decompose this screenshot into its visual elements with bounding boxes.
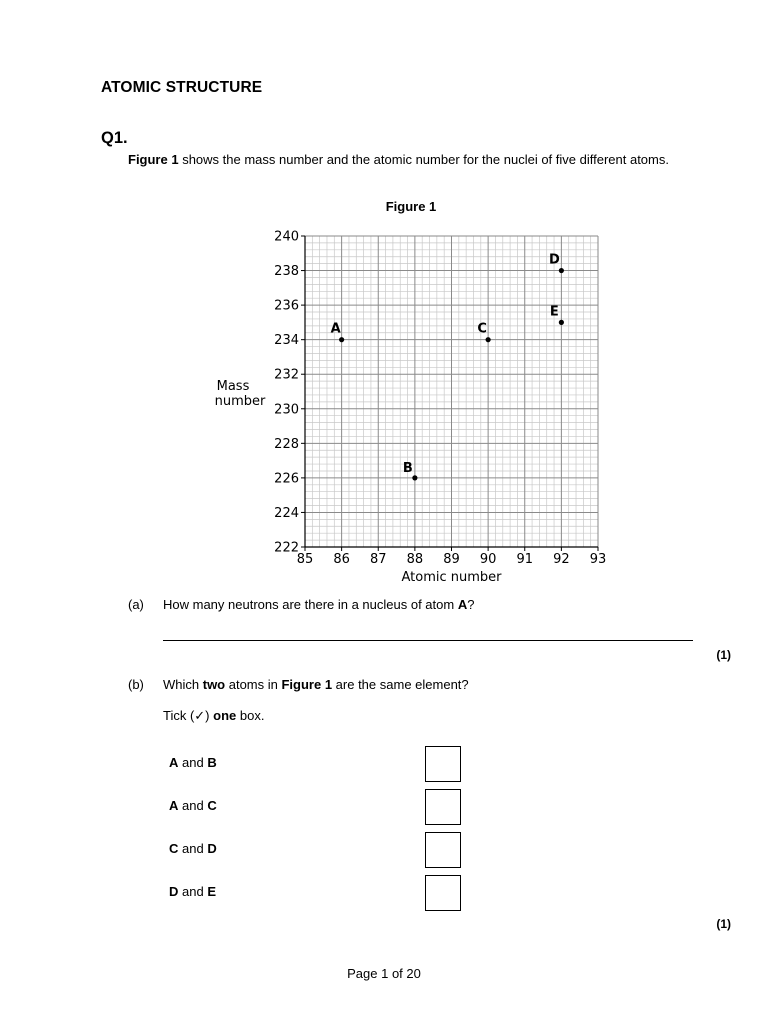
y-axis-label-line2: number (214, 394, 266, 409)
data-points (331, 253, 564, 481)
tick-box-d-and-e[interactable] (425, 875, 461, 911)
option-joiner: and (178, 841, 208, 856)
x-tick-label: 91 (516, 552, 534, 567)
x-tick-label: 86 (333, 552, 350, 567)
data-point-label: D (548, 252, 560, 268)
option-second: E (207, 884, 216, 899)
part-b-text-3: are the same element? (332, 677, 469, 692)
option-label (169, 755, 217, 770)
y-tick-label: 226 (274, 471, 299, 487)
page-footer: Page 1 of 20 (347, 966, 421, 981)
data-point-a (339, 337, 344, 342)
option-second: B (207, 755, 217, 770)
data-point-label: C (477, 321, 487, 337)
x-tick-label: 87 (369, 552, 387, 567)
part-b-text-2: atoms in (225, 677, 282, 692)
y-tick-label: 240 (274, 229, 299, 245)
x-axis-label: Atomic number (401, 570, 502, 585)
data-point-label: B (402, 460, 413, 476)
y-tick-label: 232 (274, 367, 299, 383)
data-point-label: E (549, 304, 559, 320)
y-tick-label: 222 (274, 540, 299, 556)
x-tick-label: 93 (589, 552, 607, 567)
part-a-question (163, 597, 474, 612)
x-tick-label: 85 (296, 552, 314, 567)
option-label (169, 884, 216, 899)
part-a-marks: (1) (716, 648, 731, 662)
tick-instruction-bold: one (213, 708, 237, 723)
option-first: D (169, 884, 179, 899)
axis-ticks (301, 236, 598, 551)
part-b-bold-1: two (202, 677, 226, 692)
figure-caption: Figure 1 (385, 199, 437, 214)
option-first: A (169, 798, 179, 813)
tick-instruction (163, 708, 264, 724)
y-tick-label: 236 (274, 298, 299, 314)
data-point-c (486, 337, 491, 342)
data-point-e (559, 320, 564, 325)
option-first: A (169, 755, 179, 770)
part-a-text-1: How many neutrons are there in a nucleus of atom (163, 597, 458, 612)
answer-line[interactable] (163, 640, 693, 641)
option-label (169, 798, 217, 813)
part-b-question (163, 677, 469, 692)
tick-labels (274, 230, 606, 568)
data-point-d (559, 268, 564, 273)
tick-instruction-1: Tick (✓) (163, 708, 214, 723)
part-a-label: (a) (128, 597, 144, 612)
option-joiner: and (178, 755, 208, 770)
intro-figure-ref: Figure 1 (128, 152, 179, 167)
x-tick-label: 88 (406, 552, 424, 567)
x-tick-label: 90 (479, 552, 497, 567)
y-axis-label-line1: Mass (216, 379, 250, 394)
data-point-b (412, 475, 417, 480)
part-b-bold-2: Figure 1 (281, 677, 333, 692)
y-tick-label: 230 (274, 402, 299, 418)
y-tick-label: 238 (274, 264, 299, 280)
tick-instruction-2: box. (236, 708, 265, 723)
data-point-label: A (330, 321, 341, 337)
x-tick-label: 92 (553, 552, 570, 567)
y-tick-label: 228 (274, 436, 299, 452)
part-b-text-1: Which (163, 677, 203, 692)
y-tick-label: 234 (274, 333, 299, 349)
option-joiner: and (178, 884, 208, 899)
intro-text: shows the mass number and the atomic number for the nuclei of five different atoms. (178, 152, 669, 167)
y-tick-label: 224 (274, 505, 299, 521)
question-number: Q1. (101, 129, 128, 147)
part-a-text-2: ? (467, 597, 475, 612)
page-title: ATOMIC STRUCTURE (101, 79, 263, 96)
option-first: C (169, 841, 179, 856)
part-b-label: (b) (128, 677, 144, 692)
part-b-marks: (1) (716, 917, 731, 931)
part-a-atom: A (457, 597, 468, 612)
tick-box-a-and-b[interactable] (425, 746, 461, 782)
tick-box-c-and-d[interactable] (425, 832, 461, 868)
x-tick-label: 89 (443, 552, 460, 567)
option-joiner: and (178, 798, 208, 813)
option-label (169, 841, 217, 856)
option-second: D (207, 841, 217, 856)
tick-box-a-and-c[interactable] (425, 789, 461, 825)
option-second: C (207, 798, 217, 813)
